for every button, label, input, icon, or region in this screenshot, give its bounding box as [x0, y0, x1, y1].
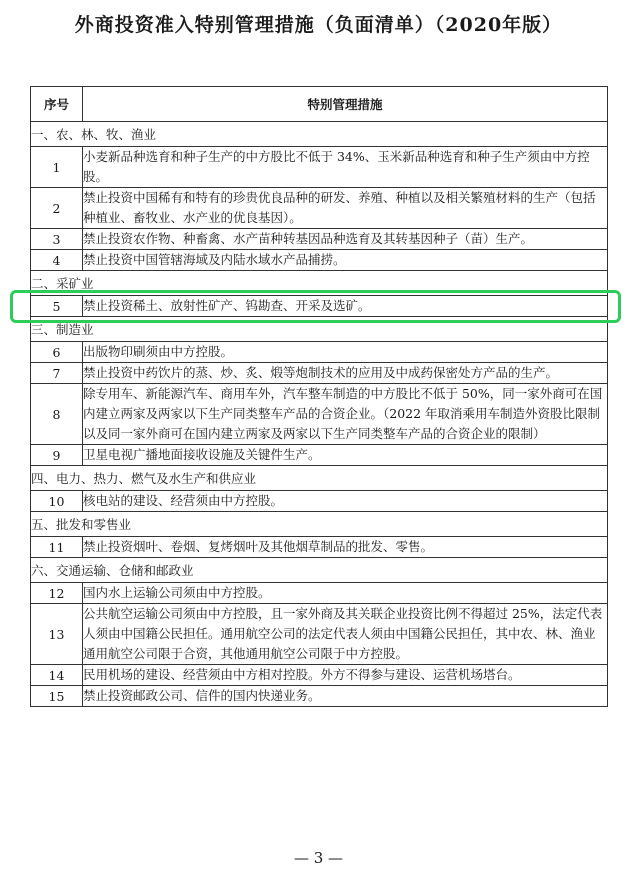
row-number: 1 — [31, 147, 83, 188]
row-measure: 禁止投资邮政公司、信件的国内快递业务。 — [83, 686, 608, 707]
table-row — [31, 491, 608, 512]
row-number: 8 — [31, 384, 83, 445]
header-special-measures: 特别管理措施 — [83, 87, 608, 122]
row-measure: 除专用车、新能源汽车、商用车外，汽车整车制造的中方股比不低于 50%，同一家外商可在国内建立两家及两家以下生产同类整车产品的合资企业。（2022 年取消乘用车制造外资股比限制以及同一家外商可在国内建立两家及两家以下生产同类整车产品的合资企业的限制） — [83, 384, 608, 445]
table-row — [31, 583, 608, 604]
page-number: — 3 — — [293, 849, 344, 867]
row-measure: 禁止投资中国稀有和特有的珍贵优良品种的研发、养殖、种植以及相关繁殖材料的生产（包括种植业、畜牧业、水产业的优良基因）。 — [83, 188, 608, 229]
row-measure: 公共航空运输公司须由中方控股，且一家外商及其关联企业投资比例不得超过 25%，法定代表人须由中国籍公民担任。通用航空公司的法定代表人须由中国籍公民担任，其中农、林、渔业通用航空公司限于合资，其他通用航空公司限于中方控股。 — [83, 604, 608, 665]
row-measure: 禁止投资中国管辖海域及内陆水域水产品捕捞。 — [83, 250, 608, 271]
row-measure: 禁止投资中药饮片的蒸、炒、炙、煅等炮制技术的应用及中成药保密处方产品的生产。 — [83, 363, 608, 384]
row-measure: 国内水上运输公司须由中方控股。 — [83, 583, 608, 604]
row-number: 4 — [31, 250, 83, 271]
section-row — [31, 558, 608, 583]
section-row — [31, 271, 608, 296]
table-row — [31, 342, 608, 363]
row-number: 14 — [31, 665, 83, 686]
section-row — [31, 317, 608, 342]
row-number: 11 — [31, 537, 83, 558]
row-number: 12 — [31, 583, 83, 604]
row-number: 6 — [31, 342, 83, 363]
table-row — [31, 188, 608, 229]
row-measure: 核电站的建设、经营须由中方控股。 — [83, 491, 608, 512]
table-row — [31, 604, 608, 665]
table-row — [31, 147, 608, 188]
section-manufacturing: 三、制造业 — [31, 317, 608, 342]
table-row — [31, 363, 608, 384]
row-measure: 禁止投资农作物、种畜禽、水产苗种转基因品种选育及其转基因种子（苗）生产。 — [83, 229, 608, 250]
row-number: 3 — [31, 229, 83, 250]
section-row — [31, 122, 608, 147]
page-title: 外商投资准入特别管理措施（负面清单）（2020年版） — [74, 14, 563, 36]
row-number: 9 — [31, 445, 83, 466]
row-measure: 民用机场的建设、经营须由中方相对控股。外方不得参与建设、运营机场塔台。 — [83, 665, 608, 686]
table-row — [31, 384, 608, 445]
section-row — [31, 466, 608, 491]
section-row — [31, 512, 608, 537]
table-row — [31, 445, 608, 466]
header-serial-number: 序号 — [31, 87, 83, 122]
table-row — [31, 686, 608, 707]
table-header-row — [31, 87, 608, 122]
section-transport: 六、交通运输、仓储和邮政业 — [31, 558, 608, 583]
table-row — [31, 250, 608, 271]
section-mining: 二、采矿业 — [31, 271, 608, 296]
row-measure: 禁止投资稀土、放射性矿产、钨勘查、开采及选矿。 — [83, 296, 608, 317]
row-measure: 卫星电视广播地面接收设施及关键件生产。 — [83, 445, 608, 466]
row-number: 7 — [31, 363, 83, 384]
section-agriculture: 一、农、林、牧、渔业 — [31, 122, 608, 147]
row-measure: 禁止投资烟叶、卷烟、复烤烟叶及其他烟草制品的批发、零售。 — [83, 537, 608, 558]
row-measure: 出版物印刷须由中方控股。 — [83, 342, 608, 363]
row-number: 15 — [31, 686, 83, 707]
table-row-highlighted — [31, 296, 608, 317]
row-number: 10 — [31, 491, 83, 512]
table-row — [31, 665, 608, 686]
section-wholesale-retail: 五、批发和零售业 — [31, 512, 608, 537]
table-row — [31, 229, 608, 250]
row-number: 5 — [31, 296, 83, 317]
table-row — [31, 537, 608, 558]
row-measure: 小麦新品种选育和种子生产的中方股比不低于 34%、玉米新品种选育和种子生产须由中方控股。 — [83, 147, 608, 188]
negative-list-table — [30, 86, 608, 707]
row-number: 13 — [31, 604, 83, 665]
row-number: 2 — [31, 188, 83, 229]
section-utilities: 四、电力、热力、燃气及水生产和供应业 — [31, 466, 608, 491]
